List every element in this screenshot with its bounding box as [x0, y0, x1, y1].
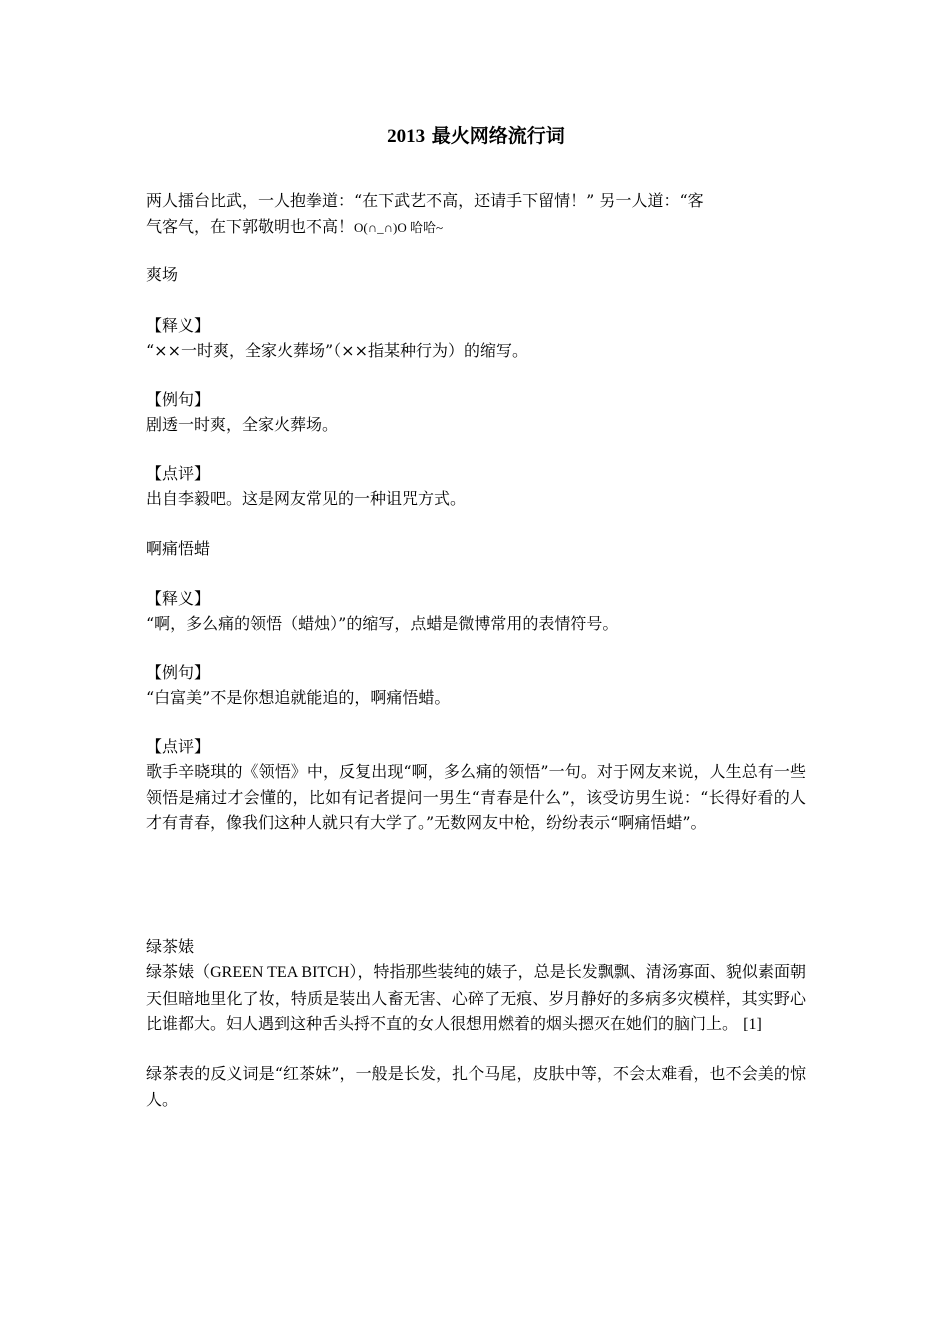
intro-line-1: 两人擂台比武，一人抱拳道：“在下武艺不高，还请手下留情！” 另一人道：“客 — [146, 191, 704, 210]
green-tea-reference: [1] — [743, 1016, 762, 1033]
entry-1-comment-label: 【点评】 — [146, 464, 211, 483]
green-tea-definition — [146, 959, 806, 1038]
green-tea-def-post: ），特指那些装纯的婊子，总是长发飘飘、清汤寡面、貌似素面朝天但暗地里化了妆，特质是装出人畜无害、心碎了无痕、岁月静好的多病多灾模样，其实野心比谁都大。妇人遇到这种舌头捋不直的女人很想用燃着的烟头摁灭在她们的脑门上。 — [146, 962, 806, 1033]
entry-1-comment: 出自李毅吧。这是网友常见的一种诅咒方式。 — [146, 489, 467, 508]
entry-1-example-label: 【例句】 — [146, 390, 211, 409]
entry-2-term: 啊痛悟蜡 — [146, 539, 211, 558]
entry-2-meaning: “啊，多么痛的领悟（蜡烛）”的缩写，点蜡是微博常用的表情符号。 — [146, 614, 619, 633]
green-tea-antonym: 绿茶表的反义词是“红茶妹”，一般是长发，扎个马尾，皮肤中等，不会太难看，也不会美的惊人。 — [146, 1064, 806, 1109]
intro-paragraph — [146, 188, 806, 240]
green-tea-term: 绿茶婊 — [146, 937, 195, 956]
entry-2-comment: 歌手辛晓琪的《领悟》中，反复出现“啊，多么痛的领悟”一句。对于网友来说，人生总有一些领悟是痛过才会懂的，比如有记者提问一男生“青春是什么”，该受访男生说：“长得好看的人才有青春，像我们这种人就只有大学了。”无数网友中枪，纷纷表示“啊痛悟蜡”。 — [146, 762, 806, 832]
entry-2-meaning-label: 【释义】 — [146, 589, 211, 608]
entry-2-comment-label: 【点评】 — [146, 737, 211, 756]
document-title — [146, 122, 806, 151]
entry-1-meaning: “××一时爽，全家火葬场”（××指某种行为）的缩写。 — [146, 341, 528, 360]
entry-1-example: 剧透一时爽，全家火葬场。 — [146, 415, 339, 434]
entry-1-term: 爽场 — [146, 265, 179, 284]
entry-2-example-label: 【例句】 — [146, 663, 211, 682]
green-tea-def-pre: 绿茶婊（ — [146, 962, 211, 981]
entry-1-meaning-label: 【释义】 — [146, 316, 211, 335]
intro-emoticon: O(∩_∩)O 哈哈~ — [354, 219, 444, 235]
title-year: 2013 — [387, 126, 426, 147]
title-text: 最火网络流行词 — [431, 125, 565, 147]
green-tea-def-latin: GREEN TEA BITCH — [210, 964, 350, 981]
entry-2-example: “白富美”不是你想追就能追的，啊痛悟蜡。 — [146, 688, 451, 707]
intro-line-2: 气客气，在下郭敬明也不高！ — [146, 216, 355, 236]
